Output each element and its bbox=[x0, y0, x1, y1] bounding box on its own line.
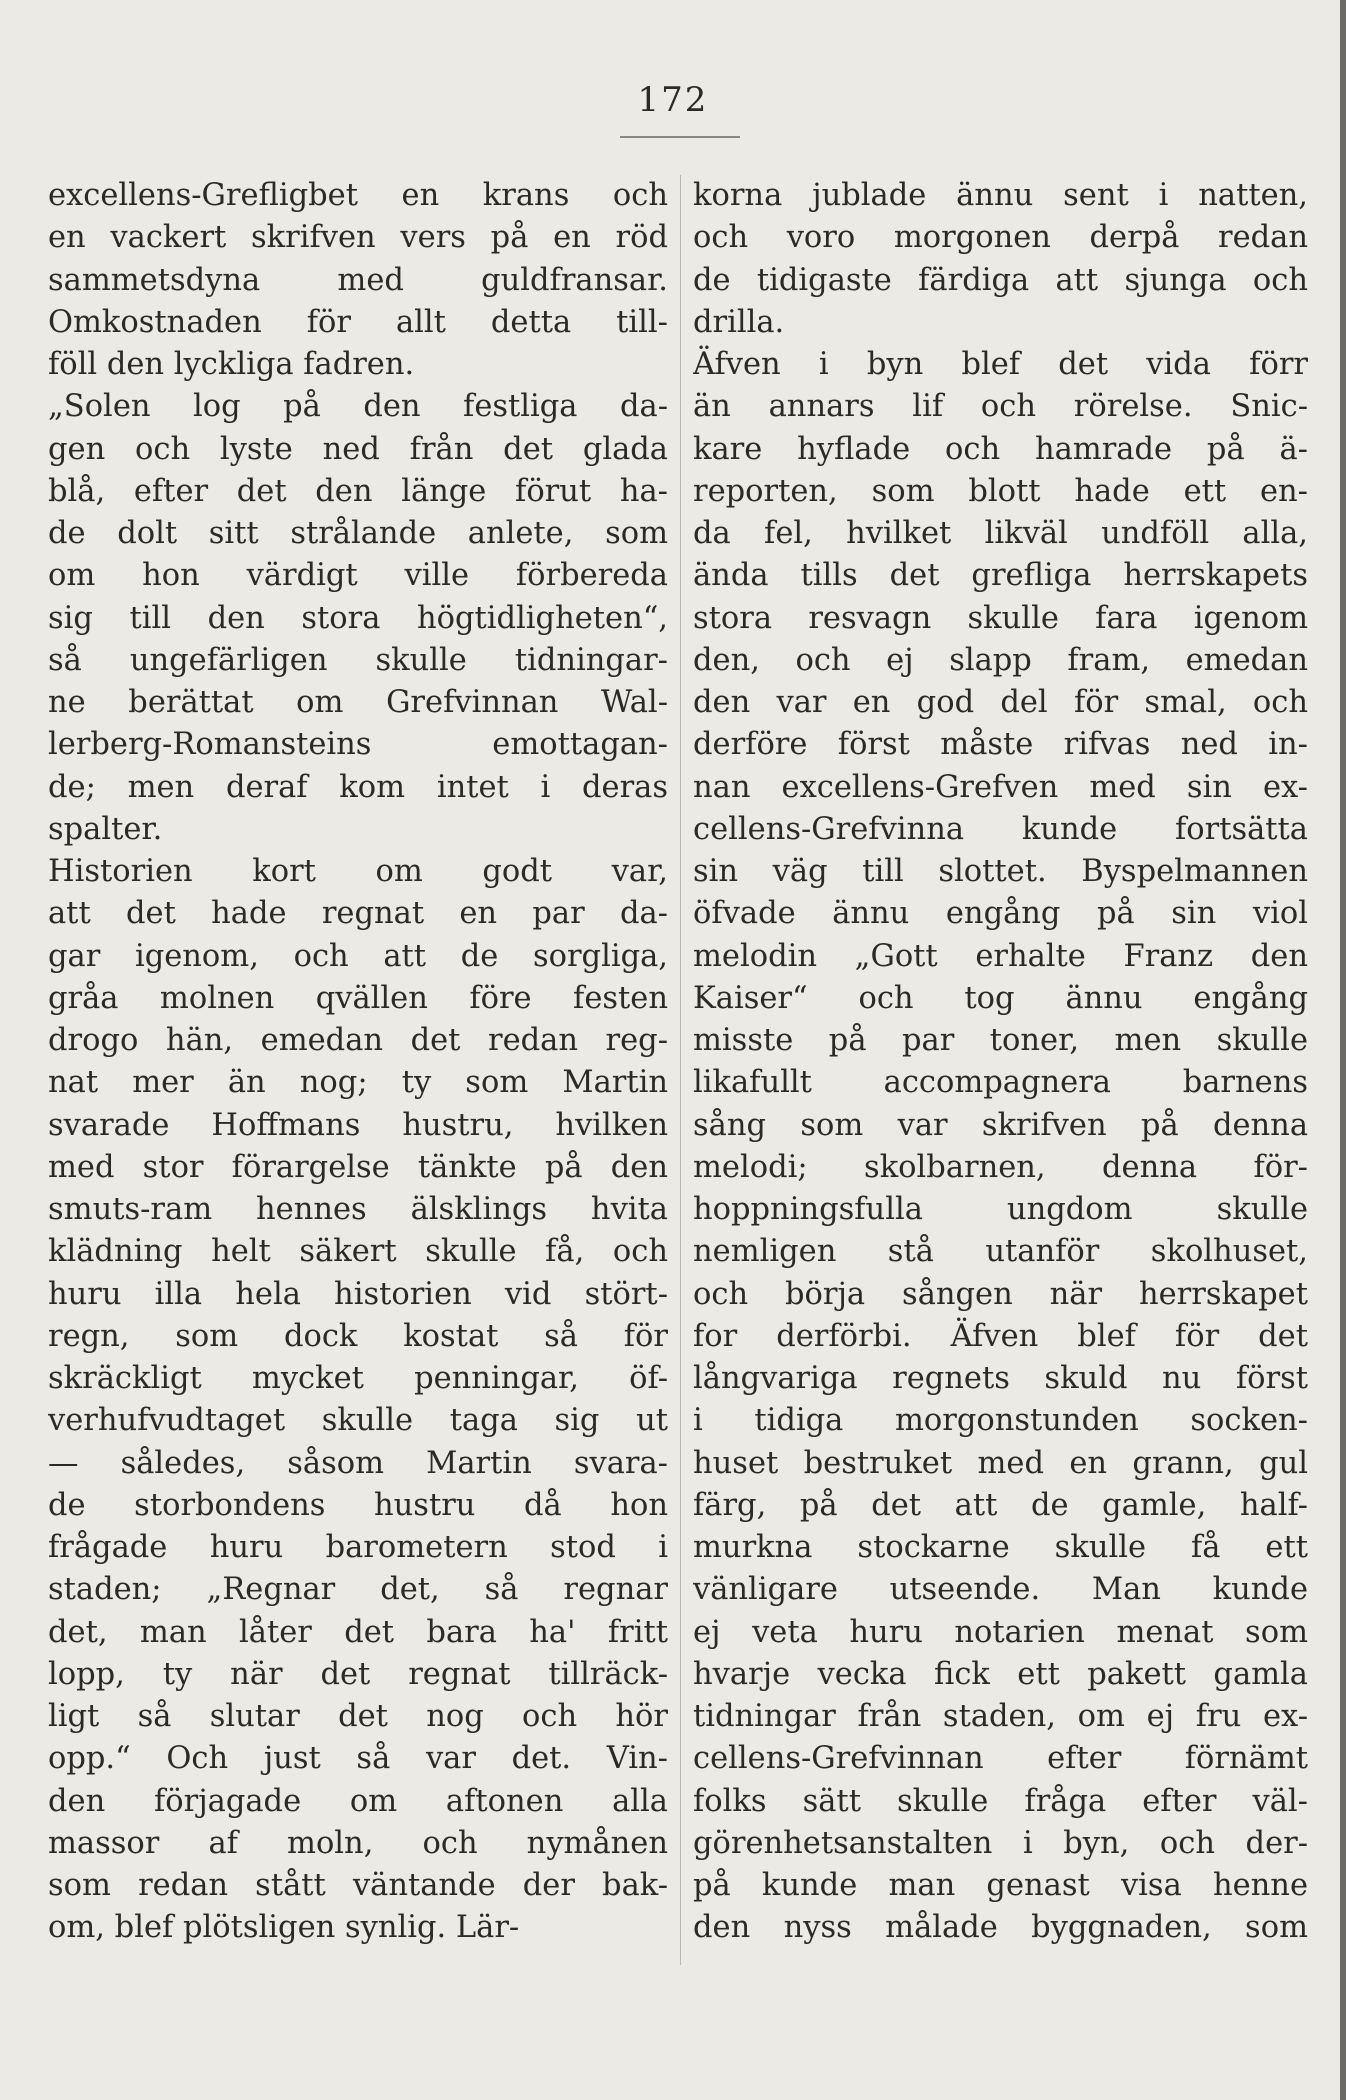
text-line: det, man låter det bara ha' fritt bbox=[48, 1614, 668, 1650]
text-line: nan excellens-Grefven med sin ex- bbox=[693, 769, 1308, 805]
right-column bbox=[693, 175, 1308, 1950]
text-line: hvarje vecka fick ett pakett gamla bbox=[693, 1656, 1308, 1692]
text-line: excellens-Grefligbet en krans och bbox=[48, 178, 668, 213]
text-line: — således, såsom Martin svara- bbox=[48, 1445, 668, 1481]
text-line: så ungefärligen skulle tidningar- bbox=[48, 642, 668, 678]
text-line: den förjagade om aftonen alla bbox=[48, 1783, 668, 1819]
text-line: föll den lyckliga fadren. bbox=[48, 347, 415, 382]
text-line: att det hade regnat en par da- bbox=[48, 896, 668, 932]
text-line: melodin „Gott erhalte Franz den bbox=[693, 938, 1308, 974]
text-line: massor af moln, och nymånen bbox=[48, 1825, 668, 1861]
text-line: huru illa hela historien vid stört- bbox=[48, 1276, 668, 1312]
text-line: Historien kort om godt var, bbox=[48, 854, 668, 889]
text-line: sammetsdyna med guldfransar. bbox=[48, 262, 668, 298]
text-line: de storbondens hustru då hon bbox=[48, 1487, 668, 1523]
text-line: kare hyflade och hamrade på ä- bbox=[693, 431, 1308, 467]
column-divider bbox=[680, 175, 681, 1965]
text-line: ligt så slutar det nog och hör bbox=[48, 1699, 668, 1734]
text-line: nat mer än nog; ty som Martin bbox=[48, 1065, 668, 1101]
text-line: gråa molnen qvällen före festen bbox=[48, 980, 668, 1016]
text-line: de; men deraf kom intet i deras bbox=[48, 769, 668, 805]
text-line: Äfven i byn blef det vida förr bbox=[693, 347, 1308, 382]
text-line: öfvade ännu engång på sin viol bbox=[693, 896, 1308, 932]
text-line: görenhetsanstalten i byn, och der- bbox=[693, 1825, 1308, 1861]
text-line: Omkostnaden för allt detta till- bbox=[48, 304, 668, 340]
text-line: blå, efter det den länge förut ha- bbox=[48, 473, 668, 509]
text-line: gar igenom, och att de sorgliga, bbox=[48, 938, 668, 974]
text-line: de tidigaste färdiga att sjunga och bbox=[693, 262, 1308, 298]
text-line: i tidiga morgonstunden socken- bbox=[693, 1403, 1308, 1439]
text-line: likafullt accompagnera barnens bbox=[693, 1065, 1308, 1101]
text-line: staden; „Regnar det, så regnar bbox=[48, 1572, 668, 1608]
text-line: skräckligt mycket penningar, öf- bbox=[48, 1361, 668, 1396]
text-line: långvariga regnets skuld nu först bbox=[693, 1361, 1308, 1396]
text-line: med stor förargelse tänkte på den bbox=[48, 1149, 668, 1185]
text-line: lopp, ty när det regnat tillräck- bbox=[48, 1656, 668, 1692]
text-line: spalter. bbox=[48, 811, 163, 847]
text-line: regn, som dock kostat så för bbox=[48, 1318, 668, 1354]
text-line: vänligare utseende. Man kunde bbox=[693, 1572, 1308, 1608]
text-line: sin väg till slottet. Byspelmannen bbox=[693, 854, 1308, 889]
text-line: murkna stockarne skulle få ett bbox=[693, 1530, 1308, 1565]
text-line: lerberg-Romansteins emottagan- bbox=[48, 727, 668, 763]
text-line: sång som var skrifven på denna bbox=[693, 1107, 1308, 1143]
text-line: verhufvudtaget skulle taga sig ut bbox=[48, 1403, 668, 1439]
text-line: ända tills det grefliga herrskapets bbox=[693, 558, 1308, 594]
text-line: svarade Hoffmans hustru, hvilken bbox=[48, 1107, 668, 1143]
left-column bbox=[48, 175, 668, 1950]
text-line: de dolt sitt strålande anlete, som bbox=[48, 516, 668, 551]
text-line: den var en god del för smal, och bbox=[693, 685, 1308, 720]
text-line: den, och ej slapp fram, emedan bbox=[693, 642, 1308, 678]
text-line: gen och lyste ned från det glada bbox=[48, 431, 668, 467]
text-line: reporten, som blott hade ett en- bbox=[693, 473, 1308, 509]
text-line: den nyss målade byggnaden, som bbox=[693, 1910, 1308, 1946]
text-line: tidningar från staden, om ej fru ex- bbox=[693, 1699, 1308, 1734]
text-line: folks sätt skulle fråga efter väl- bbox=[693, 1783, 1308, 1819]
text-line: färg, på det att de gamle, half- bbox=[693, 1487, 1308, 1523]
text-line: cellens-Grefvinna kunde fortsätta bbox=[693, 811, 1308, 847]
header-rule bbox=[620, 136, 740, 138]
text-line: och börja sången när herrskapet bbox=[693, 1276, 1308, 1312]
text-line: frågade huru barometern stod i bbox=[48, 1530, 668, 1565]
text-line: drilla. bbox=[693, 304, 785, 340]
text-line: som redan stått väntande der bak- bbox=[48, 1868, 668, 1903]
page-number: 172 bbox=[637, 80, 709, 120]
text-line: sig till den stora högtidligheten“, bbox=[48, 600, 668, 636]
text-line: ej veta huru notarien menat som bbox=[693, 1614, 1308, 1650]
text-line: en vackert skrifven vers på en röd bbox=[48, 220, 668, 256]
text-line: stora resvagn skulle fara igenom bbox=[693, 600, 1308, 636]
text-line: om hon värdigt ville förbereda bbox=[48, 558, 668, 594]
text-line: opp.“ Och just så var det. Vin- bbox=[48, 1741, 668, 1777]
text-line: for derförbi. Äfven blef för det bbox=[693, 1318, 1308, 1354]
text-line: Kaiser“ och tog ännu engång bbox=[693, 980, 1308, 1016]
text-line: ne berättat om Grefvinnan Wal- bbox=[48, 685, 668, 720]
text-line: smuts-ram hennes älsklings hvita bbox=[48, 1192, 668, 1227]
text-line: da fel, hvilket likväl undföll alla, bbox=[693, 516, 1308, 551]
text-line: derföre först måste rifvas ned in- bbox=[693, 727, 1308, 763]
text-line: huset bestruket med en grann, gul bbox=[693, 1445, 1308, 1481]
text-line: nemligen stå utanför skolhuset, bbox=[693, 1234, 1308, 1270]
text-line: på kunde man genast visa henne bbox=[693, 1868, 1308, 1903]
page-edge-shadow bbox=[1340, 0, 1346, 2100]
text-line: hoppningsfulla ungdom skulle bbox=[693, 1192, 1308, 1227]
text-line: misste på par toner, men skulle bbox=[693, 1023, 1308, 1058]
text-line: om, blef plötsligen synlig. Lär- bbox=[48, 1910, 520, 1946]
text-line: „Solen log på den festliga da- bbox=[48, 389, 668, 425]
text-line: melodi; skolbarnen, denna för- bbox=[693, 1149, 1308, 1185]
text-line: klädning helt säkert skulle få, och bbox=[48, 1234, 668, 1270]
text-line: cellens-Grefvinnan efter förnämt bbox=[693, 1741, 1308, 1777]
text-line: än annars lif och rörelse. Snic- bbox=[693, 389, 1308, 425]
text-line: drogo hän, emedan det redan reg- bbox=[48, 1023, 668, 1058]
text-line: korna jublade ännu sent i natten, bbox=[693, 178, 1308, 213]
text-line: och voro morgonen derpå redan bbox=[693, 220, 1308, 256]
